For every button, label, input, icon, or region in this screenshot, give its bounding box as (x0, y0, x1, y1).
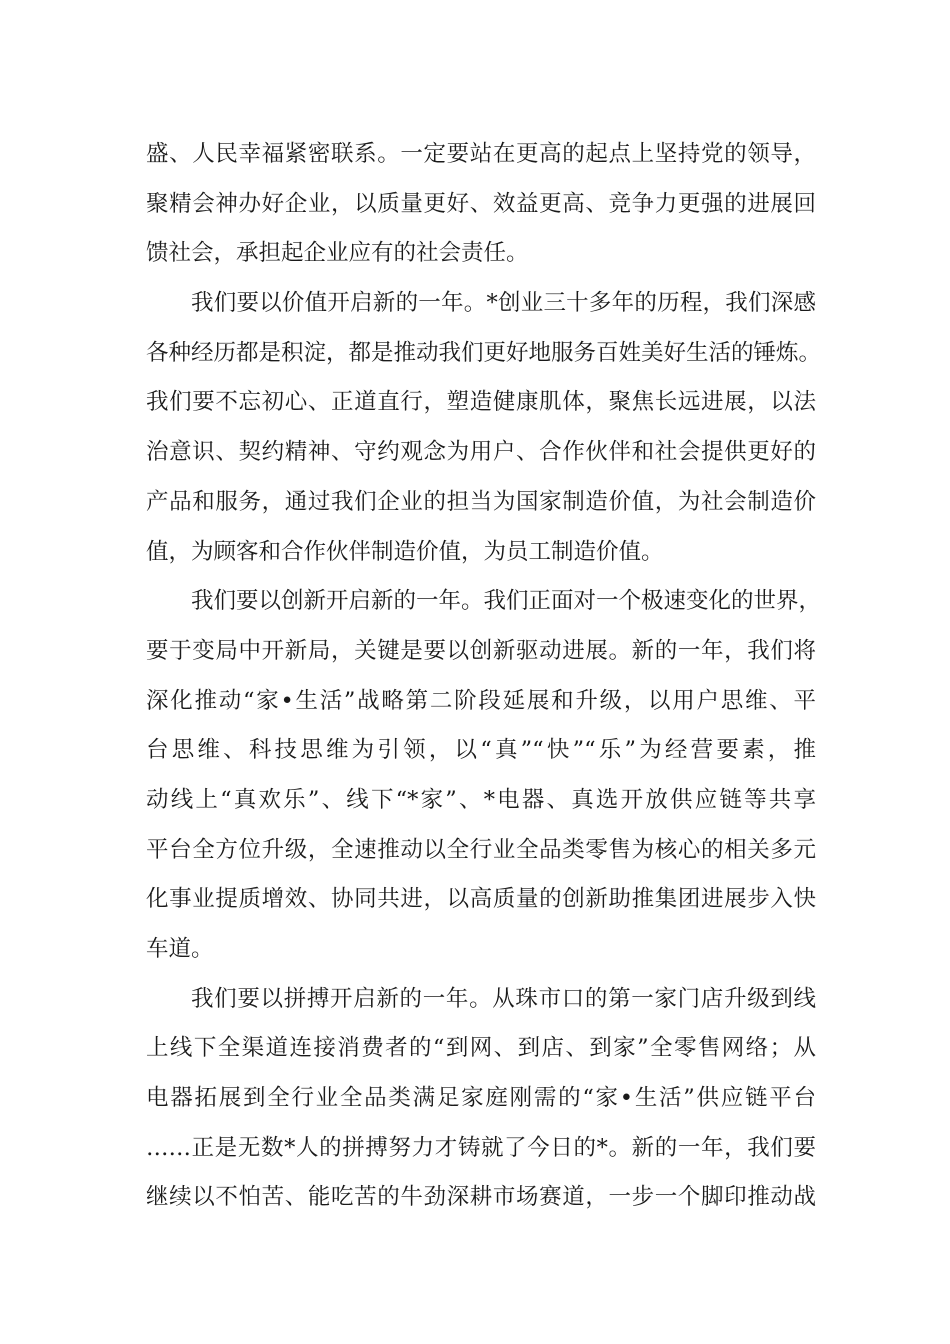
text-line: 动线上“真欢乐”、线下“*家”、*电器、真选开放供应链等共享 (146, 786, 816, 813)
text-line: 车道。 (146, 936, 214, 962)
text-line: 馈社会，承担起企业应有的社会责任。 (146, 240, 529, 267)
text-line: ……正是无数*人的拼搏努力才铸就了今日的*。新的一年，我们要 (146, 1134, 816, 1161)
text-line: 化事业提质增效、协同共进，以高质量的创新助推集团进展步入快 (146, 886, 816, 913)
paragraph (146, 130, 816, 279)
text-line: 继续以不怕苦、能吃苦的牛劲深耕市场赛道，一步一个脚印推动战 (146, 1184, 816, 1211)
text-line: 盛、人民幸福紧密联系。一定要站在更高的起点上坚持党的领导， (146, 141, 816, 167)
text-line: 台思维、科技思维为引领，以“真”“快”“乐”为经营要素，推 (146, 737, 816, 764)
text-line: 治意识、契约精神、守约观念为用户、合作伙伴和社会提供更好的 (146, 439, 816, 466)
text-line: 我们要以价值开启新的一年。*创业三十多年的历程，我们深感 (191, 290, 816, 317)
paragraph (146, 279, 822, 577)
text-line: 上线下全渠道连接消费者的“到网、到店、到家”全零售网络；从 (146, 1035, 816, 1062)
text-line: 值，为顾客和合作伙伴制造价值，为员工制造价值。 (146, 538, 664, 565)
text-line: 聚精会神办好企业，以质量更好、效益更高、竞争力更强的进展回 (146, 190, 816, 217)
text-line: 我们要以拼搏开启新的一年。从珠市口的第一家门店升级到线 (191, 985, 816, 1012)
document-body (146, 130, 822, 1223)
text-line: 各种经历都是积淀，都是推动我们更好地服务百姓美好生活的锤炼。 (146, 339, 822, 366)
paragraph (146, 577, 822, 975)
paragraph (146, 975, 816, 1223)
text-line: 产品和服务，通过我们企业的担当为国家制造价值，为社会制造价 (146, 488, 816, 515)
text-line: 我们要以创新开启新的一年。我们正面对一个极速变化的世界， (191, 588, 822, 615)
text-line: 要于变局中开新局，关键是要以创新驱动进展。新的一年，我们将 (146, 637, 816, 664)
text-line: 平台全方位升级，全速推动以全行业全品类零售为核心的相关多元 (146, 836, 816, 863)
text-line: 深化推动“家•生活”战略第二阶段延展和升级，以用户思维、平 (146, 687, 816, 714)
text-line: 电器拓展到全行业全品类满足家庭刚需的“家•生活”供应链平台 (146, 1085, 816, 1112)
text-line: 我们要不忘初心、正道直行，塑造健康肌体，聚焦长远进展，以法 (146, 389, 816, 416)
